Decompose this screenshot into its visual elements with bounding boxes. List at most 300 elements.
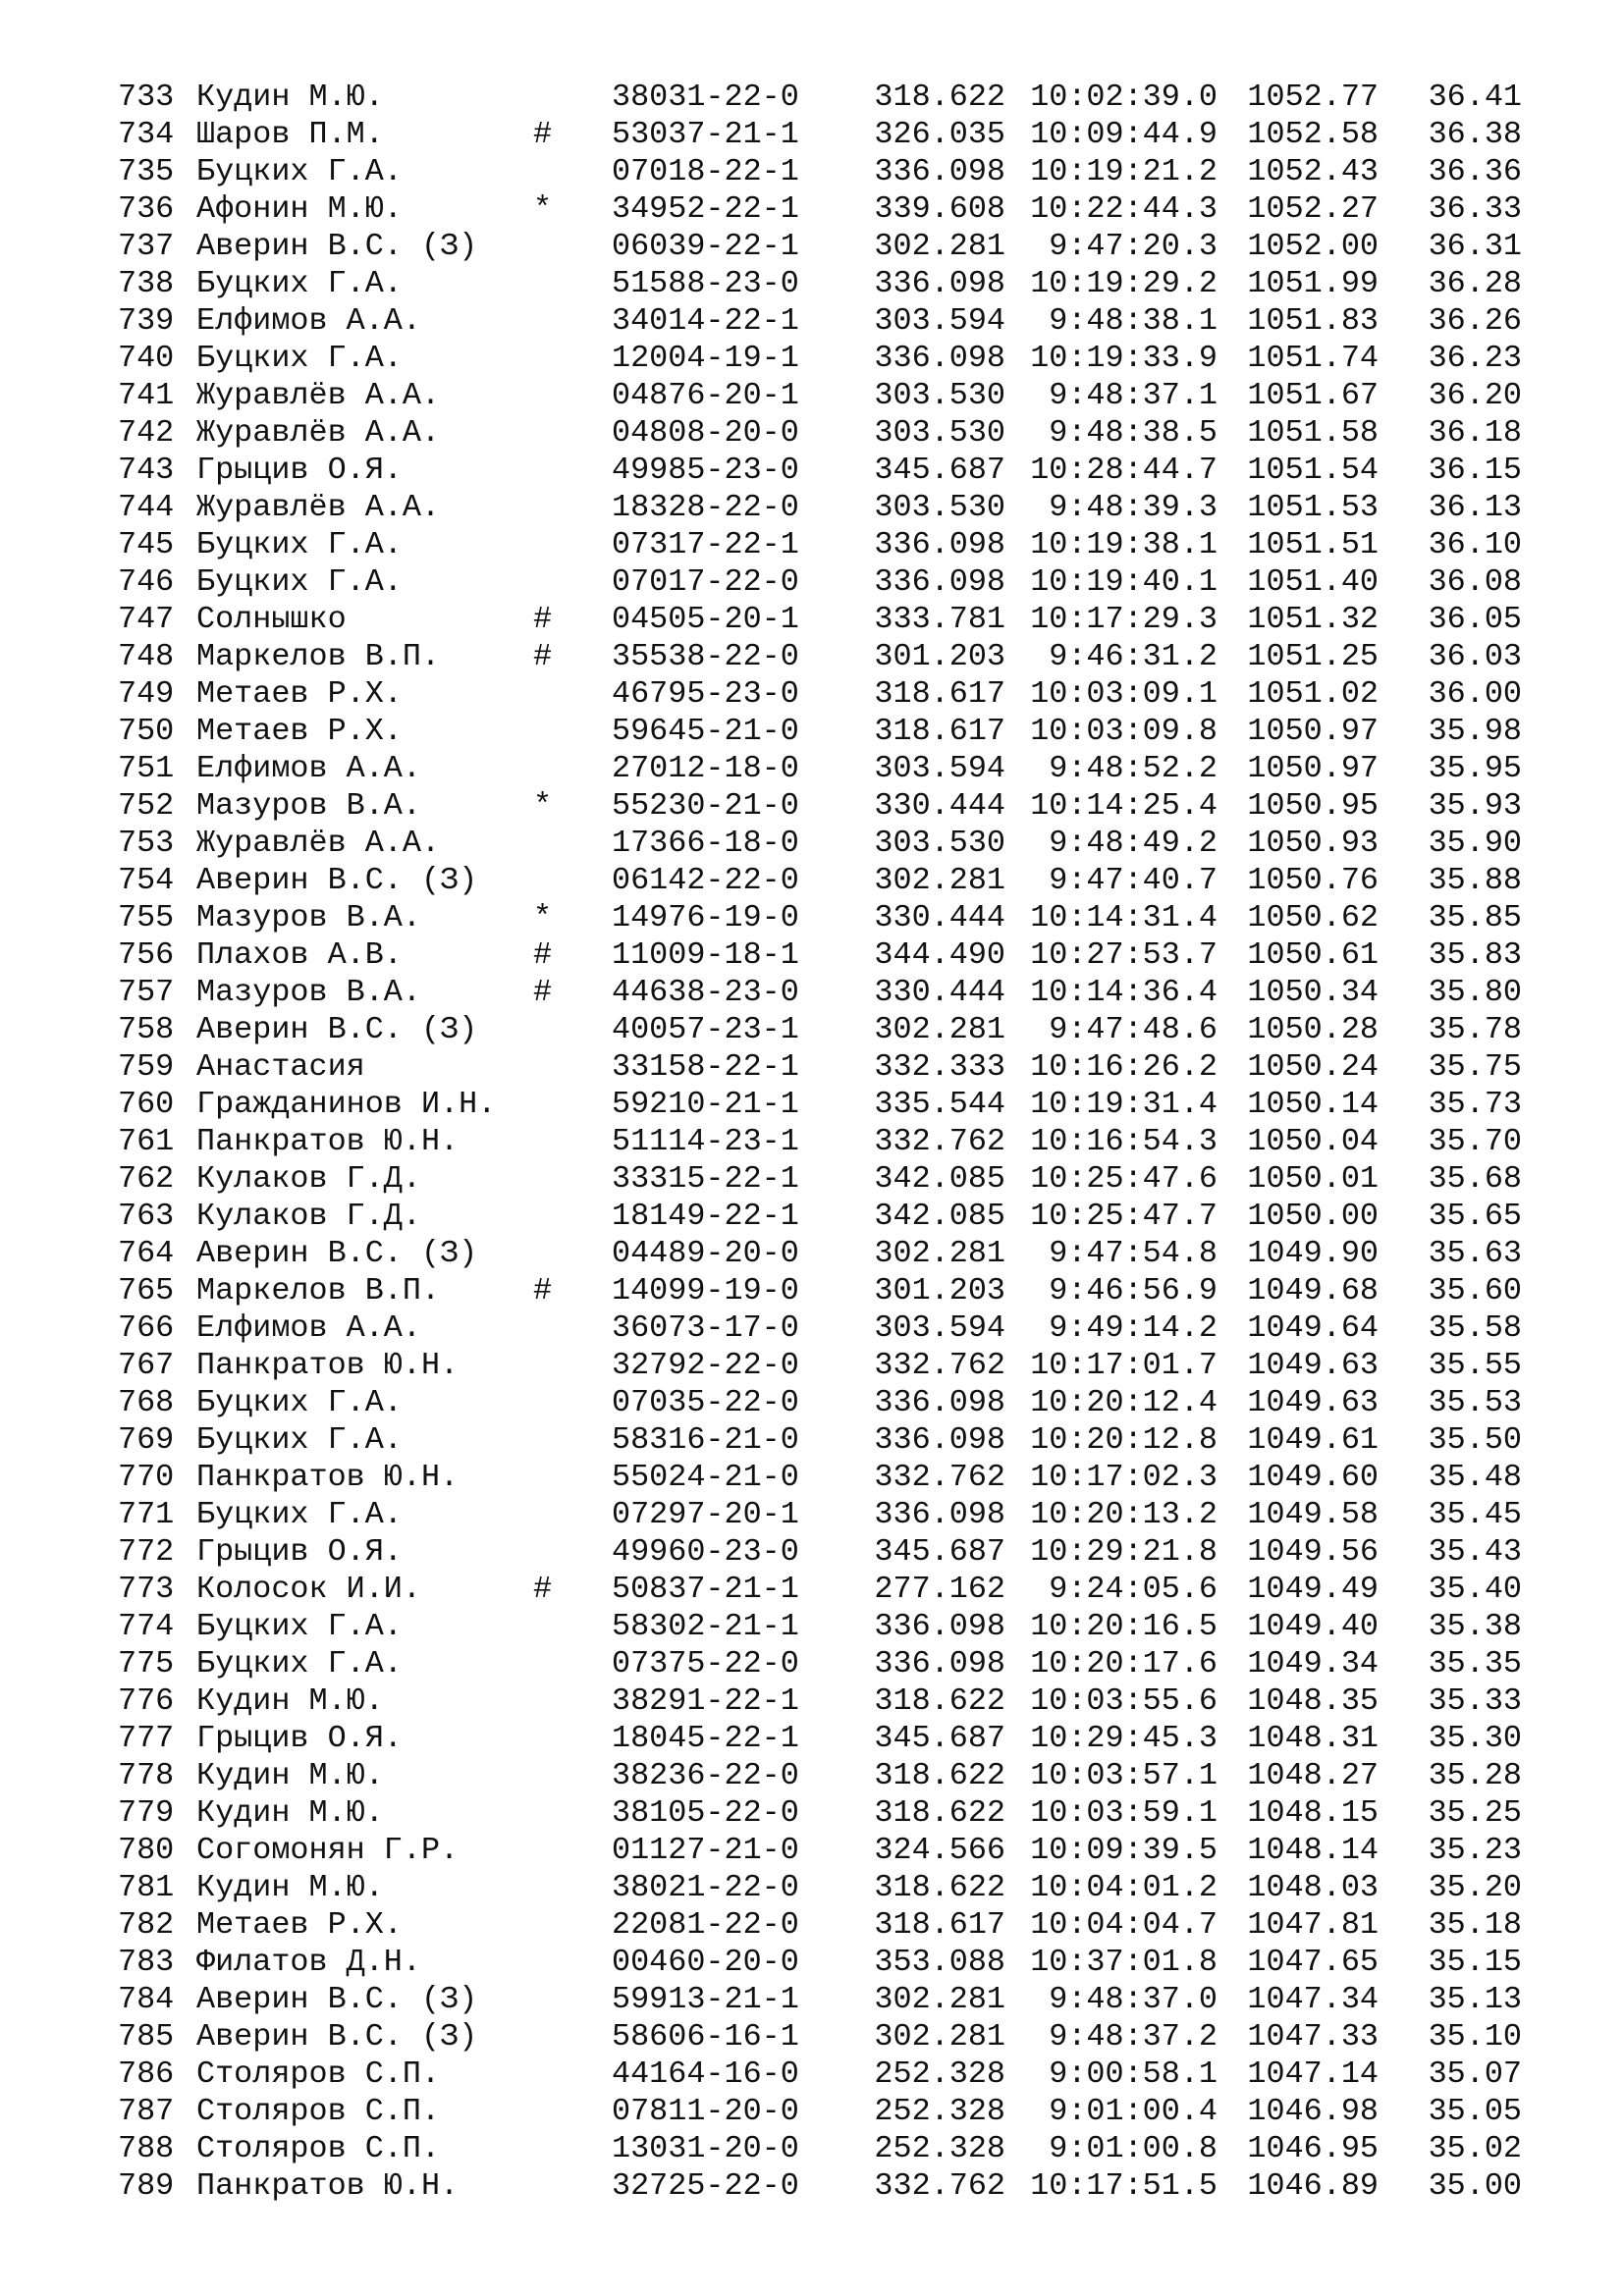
points-cell: 36.13 bbox=[1428, 490, 1522, 525]
ring-number-cell: 58606-16-1 bbox=[612, 2019, 799, 2055]
name-cell: Панкратов Ю.Н. bbox=[196, 1124, 460, 1159]
points-cell: 35.40 bbox=[1428, 1572, 1522, 1607]
points-cell: 36.36 bbox=[1428, 154, 1522, 189]
points-cell: 36.08 bbox=[1428, 564, 1522, 600]
place-cell: 756 bbox=[118, 937, 175, 973]
name-cell: Кулаков Г.Д. bbox=[196, 1161, 421, 1197]
name-cell: Панкратов Ю.Н. bbox=[196, 1460, 460, 1495]
distance-cell: 326.035 bbox=[874, 117, 1005, 152]
place-cell: 764 bbox=[118, 1236, 175, 1271]
arrival-time-cell: 9:47:20.3 bbox=[1049, 229, 1218, 264]
distance-cell: 303.594 bbox=[874, 1310, 1005, 1346]
place-cell: 769 bbox=[118, 1422, 175, 1458]
arrival-time-cell: 10:29:21.8 bbox=[1030, 1534, 1218, 1570]
ring-number-cell: 27012-18-0 bbox=[612, 751, 799, 786]
ring-number-cell: 59913-21-1 bbox=[612, 1982, 799, 2017]
ring-number-cell: 07017-22-0 bbox=[612, 564, 799, 600]
place-cell: 737 bbox=[118, 229, 175, 264]
distance-cell: 318.622 bbox=[874, 1795, 1005, 1831]
name-cell: Столяров С.П. bbox=[196, 2094, 441, 2129]
name-cell: Маркелов В.П. bbox=[196, 1273, 441, 1308]
ring-number-cell: 35538-22-0 bbox=[612, 639, 799, 674]
speed-cell: 1049.56 bbox=[1247, 1534, 1379, 1570]
speed-cell: 1048.35 bbox=[1247, 1683, 1379, 1719]
arrival-time-cell: 10:17:02.3 bbox=[1030, 1460, 1218, 1495]
points-cell: 35.90 bbox=[1428, 826, 1522, 861]
name-cell: Кудин М.Ю. bbox=[196, 80, 384, 115]
arrival-time-cell: 10:03:59.1 bbox=[1030, 1795, 1218, 1831]
distance-cell: 302.281 bbox=[874, 1982, 1005, 2017]
distance-cell: 336.098 bbox=[874, 1385, 1005, 1420]
place-cell: 780 bbox=[118, 1833, 175, 1868]
place-cell: 757 bbox=[118, 975, 175, 1010]
ring-number-cell: 44164-16-0 bbox=[612, 2056, 799, 2092]
speed-cell: 1049.63 bbox=[1247, 1385, 1379, 1420]
ring-number-cell: 04505-20-1 bbox=[612, 602, 799, 637]
place-cell: 751 bbox=[118, 751, 175, 786]
mark-cell: # bbox=[533, 1572, 553, 1607]
speed-cell: 1049.60 bbox=[1247, 1460, 1379, 1495]
arrival-time-cell: 9:48:38.1 bbox=[1049, 303, 1218, 339]
points-cell: 35.85 bbox=[1428, 900, 1522, 935]
speed-cell: 1048.15 bbox=[1247, 1795, 1379, 1831]
place-cell: 754 bbox=[118, 863, 175, 898]
place-cell: 742 bbox=[118, 415, 175, 451]
ring-number-cell: 33315-22-1 bbox=[612, 1161, 799, 1197]
name-cell: Столяров С.П. bbox=[196, 2131, 441, 2166]
points-cell: 35.65 bbox=[1428, 1199, 1522, 1234]
name-cell: Буцких Г.А. bbox=[196, 564, 403, 600]
place-cell: 738 bbox=[118, 266, 175, 301]
ring-number-cell: 58316-21-0 bbox=[612, 1422, 799, 1458]
distance-cell: 332.762 bbox=[874, 2168, 1005, 2204]
name-cell: Буцких Г.А. bbox=[196, 154, 403, 189]
speed-cell: 1051.40 bbox=[1247, 564, 1379, 600]
points-cell: 35.58 bbox=[1428, 1310, 1522, 1346]
distance-cell: 303.530 bbox=[874, 826, 1005, 861]
place-cell: 761 bbox=[118, 1124, 175, 1159]
distance-cell: 302.281 bbox=[874, 229, 1005, 264]
distance-cell: 303.594 bbox=[874, 303, 1005, 339]
mark-cell: * bbox=[533, 788, 553, 824]
arrival-time-cell: 10:02:39.0 bbox=[1030, 80, 1218, 115]
place-cell: 783 bbox=[118, 1945, 175, 1980]
name-cell: Буцких Г.А. bbox=[196, 1646, 403, 1682]
place-cell: 733 bbox=[118, 80, 175, 115]
ring-number-cell: 33158-22-1 bbox=[612, 1049, 799, 1085]
distance-cell: 302.281 bbox=[874, 1236, 1005, 1271]
points-cell: 35.18 bbox=[1428, 1907, 1522, 1943]
speed-cell: 1049.61 bbox=[1247, 1422, 1379, 1458]
points-cell: 35.20 bbox=[1428, 1870, 1522, 1905]
arrival-time-cell: 10:19:29.2 bbox=[1030, 266, 1218, 301]
arrival-time-cell: 10:14:36.4 bbox=[1030, 975, 1218, 1010]
ring-number-cell: 07811-20-0 bbox=[612, 2094, 799, 2129]
name-cell: Грыцив О.Я. bbox=[196, 1534, 403, 1570]
name-cell: Грыцив О.Я. bbox=[196, 453, 403, 488]
name-cell: Журавлёв А.А. bbox=[196, 826, 441, 861]
arrival-time-cell: 9:49:14.2 bbox=[1049, 1310, 1218, 1346]
arrival-time-cell: 9:00:58.1 bbox=[1049, 2056, 1218, 2092]
name-cell: Кудин М.Ю. bbox=[196, 1870, 384, 1905]
speed-cell: 1047.34 bbox=[1247, 1982, 1379, 2017]
points-cell: 35.68 bbox=[1428, 1161, 1522, 1197]
name-cell: Кудин М.Ю. bbox=[196, 1683, 384, 1719]
ring-number-cell: 40057-23-1 bbox=[612, 1012, 799, 1047]
ring-number-cell: 55230-21-0 bbox=[612, 788, 799, 824]
speed-cell: 1050.34 bbox=[1247, 975, 1379, 1010]
speed-cell: 1051.53 bbox=[1247, 490, 1379, 525]
arrival-time-cell: 9:48:38.5 bbox=[1049, 415, 1218, 451]
place-cell: 755 bbox=[118, 900, 175, 935]
speed-cell: 1050.62 bbox=[1247, 900, 1379, 935]
distance-cell: 318.622 bbox=[874, 1758, 1005, 1793]
name-cell: Кудин М.Ю. bbox=[196, 1795, 384, 1831]
speed-cell: 1052.00 bbox=[1247, 229, 1379, 264]
ring-number-cell: 53037-21-1 bbox=[612, 117, 799, 152]
name-cell: Панкратов Ю.Н. bbox=[196, 1348, 460, 1383]
distance-cell: 342.085 bbox=[874, 1199, 1005, 1234]
place-cell: 743 bbox=[118, 453, 175, 488]
name-cell: Елфимов А.А. bbox=[196, 751, 421, 786]
speed-cell: 1051.74 bbox=[1247, 341, 1379, 376]
ring-number-cell: 18149-22-1 bbox=[612, 1199, 799, 1234]
arrival-time-cell: 10:09:39.5 bbox=[1030, 1833, 1218, 1868]
ring-number-cell: 34014-22-1 bbox=[612, 303, 799, 339]
distance-cell: 302.281 bbox=[874, 863, 1005, 898]
place-cell: 739 bbox=[118, 303, 175, 339]
speed-cell: 1050.97 bbox=[1247, 714, 1379, 749]
arrival-time-cell: 10:03:55.6 bbox=[1030, 1683, 1218, 1719]
arrival-time-cell: 10:19:38.1 bbox=[1030, 527, 1218, 562]
ring-number-cell: 07035-22-0 bbox=[612, 1385, 799, 1420]
distance-cell: 335.544 bbox=[874, 1087, 1005, 1122]
speed-cell: 1051.51 bbox=[1247, 527, 1379, 562]
place-cell: 745 bbox=[118, 527, 175, 562]
arrival-time-cell: 10:03:09.8 bbox=[1030, 714, 1218, 749]
distance-cell: 336.098 bbox=[874, 1497, 1005, 1532]
points-cell: 35.45 bbox=[1428, 1497, 1522, 1532]
name-cell: Колосок И.И. bbox=[196, 1572, 421, 1607]
ring-number-cell: 38291-22-1 bbox=[612, 1683, 799, 1719]
points-cell: 35.33 bbox=[1428, 1683, 1522, 1719]
name-cell: Панкратов Ю.Н. bbox=[196, 2168, 460, 2204]
name-cell: Аверин В.С. (З) bbox=[196, 1982, 478, 2017]
name-cell: Кулаков Г.Д. bbox=[196, 1199, 421, 1234]
place-cell: 758 bbox=[118, 1012, 175, 1047]
name-cell: Буцких Г.А. bbox=[196, 1609, 403, 1644]
distance-cell: 336.098 bbox=[874, 1646, 1005, 1682]
ring-number-cell: 14976-19-0 bbox=[612, 900, 799, 935]
name-cell: Елфимов А.А. bbox=[196, 303, 421, 339]
arrival-time-cell: 9:48:52.2 bbox=[1049, 751, 1218, 786]
speed-cell: 1050.97 bbox=[1247, 751, 1379, 786]
points-cell: 35.05 bbox=[1428, 2094, 1522, 2129]
place-cell: 782 bbox=[118, 1907, 175, 1943]
ring-number-cell: 46795-23-0 bbox=[612, 676, 799, 712]
distance-cell: 333.781 bbox=[874, 602, 1005, 637]
place-cell: 749 bbox=[118, 676, 175, 712]
arrival-time-cell: 10:19:21.2 bbox=[1030, 154, 1218, 189]
ring-number-cell: 36073-17-0 bbox=[612, 1310, 799, 1346]
speed-cell: 1049.40 bbox=[1247, 1609, 1379, 1644]
place-cell: 787 bbox=[118, 2094, 175, 2129]
name-cell: Согомонян Г.Р. bbox=[196, 1833, 460, 1868]
speed-cell: 1050.00 bbox=[1247, 1199, 1379, 1234]
speed-cell: 1048.14 bbox=[1247, 1833, 1379, 1868]
place-cell: 735 bbox=[118, 154, 175, 189]
points-cell: 35.43 bbox=[1428, 1534, 1522, 1570]
distance-cell: 353.088 bbox=[874, 1945, 1005, 1980]
distance-cell: 336.098 bbox=[874, 341, 1005, 376]
arrival-time-cell: 10:19:33.9 bbox=[1030, 341, 1218, 376]
ring-number-cell: 00460-20-0 bbox=[612, 1945, 799, 1980]
ring-number-cell: 04876-20-1 bbox=[612, 378, 799, 413]
points-cell: 35.55 bbox=[1428, 1348, 1522, 1383]
arrival-time-cell: 10:16:26.2 bbox=[1030, 1049, 1218, 1085]
place-cell: 768 bbox=[118, 1385, 175, 1420]
ring-number-cell: 13031-20-0 bbox=[612, 2131, 799, 2166]
place-cell: 774 bbox=[118, 1609, 175, 1644]
speed-cell: 1049.34 bbox=[1247, 1646, 1379, 1682]
ring-number-cell: 38236-22-0 bbox=[612, 1758, 799, 1793]
points-cell: 35.93 bbox=[1428, 788, 1522, 824]
points-cell: 35.70 bbox=[1428, 1124, 1522, 1159]
points-cell: 35.98 bbox=[1428, 714, 1522, 749]
arrival-time-cell: 10:09:44.9 bbox=[1030, 117, 1218, 152]
place-cell: 744 bbox=[118, 490, 175, 525]
place-cell: 770 bbox=[118, 1460, 175, 1495]
place-cell: 760 bbox=[118, 1087, 175, 1122]
arrival-time-cell: 9:48:37.2 bbox=[1049, 2019, 1218, 2055]
name-cell: Буцких Г.А. bbox=[196, 1422, 403, 1458]
place-cell: 750 bbox=[118, 714, 175, 749]
ring-number-cell: 44638-23-0 bbox=[612, 975, 799, 1010]
points-cell: 36.41 bbox=[1428, 80, 1522, 115]
speed-cell: 1047.33 bbox=[1247, 2019, 1379, 2055]
distance-cell: 318.617 bbox=[874, 714, 1005, 749]
arrival-time-cell: 10:03:57.1 bbox=[1030, 1758, 1218, 1793]
mark-cell: # bbox=[533, 975, 553, 1010]
arrival-time-cell: 10:14:25.4 bbox=[1030, 788, 1218, 824]
name-cell: Мазуров В.А. bbox=[196, 788, 421, 824]
place-cell: 740 bbox=[118, 341, 175, 376]
arrival-time-cell: 9:47:40.7 bbox=[1049, 863, 1218, 898]
arrival-time-cell: 9:48:49.2 bbox=[1049, 826, 1218, 861]
place-cell: 746 bbox=[118, 564, 175, 600]
mark-cell: # bbox=[533, 117, 553, 152]
place-cell: 766 bbox=[118, 1310, 175, 1346]
name-cell: Мазуров В.А. bbox=[196, 900, 421, 935]
name-cell: Солнышко bbox=[196, 602, 347, 637]
arrival-time-cell: 10:04:04.7 bbox=[1030, 1907, 1218, 1943]
distance-cell: 336.098 bbox=[874, 154, 1005, 189]
distance-cell: 342.085 bbox=[874, 1161, 1005, 1197]
speed-cell: 1047.65 bbox=[1247, 1945, 1379, 1980]
points-cell: 35.48 bbox=[1428, 1460, 1522, 1495]
points-cell: 35.28 bbox=[1428, 1758, 1522, 1793]
place-cell: 776 bbox=[118, 1683, 175, 1719]
points-cell: 36.18 bbox=[1428, 415, 1522, 451]
ring-number-cell: 49985-23-0 bbox=[612, 453, 799, 488]
arrival-time-cell: 10:20:13.2 bbox=[1030, 1497, 1218, 1532]
ring-number-cell: 11009-18-1 bbox=[612, 937, 799, 973]
place-cell: 759 bbox=[118, 1049, 175, 1085]
name-cell: Буцких Г.А. bbox=[196, 266, 403, 301]
speed-cell: 1048.31 bbox=[1247, 1721, 1379, 1756]
speed-cell: 1050.61 bbox=[1247, 937, 1379, 973]
name-cell: Плахов А.В. bbox=[196, 937, 403, 973]
speed-cell: 1050.14 bbox=[1247, 1087, 1379, 1122]
arrival-time-cell: 10:20:12.8 bbox=[1030, 1422, 1218, 1458]
ring-number-cell: 59645-21-0 bbox=[612, 714, 799, 749]
points-cell: 36.05 bbox=[1428, 602, 1522, 637]
ring-number-cell: 17366-18-0 bbox=[612, 826, 799, 861]
distance-cell: 332.762 bbox=[874, 1124, 1005, 1159]
place-cell: 736 bbox=[118, 191, 175, 227]
speed-cell: 1050.01 bbox=[1247, 1161, 1379, 1197]
ring-number-cell: 55024-21-0 bbox=[612, 1460, 799, 1495]
points-cell: 35.50 bbox=[1428, 1422, 1522, 1458]
place-cell: 767 bbox=[118, 1348, 175, 1383]
speed-cell: 1051.25 bbox=[1247, 639, 1379, 674]
name-cell: Буцких Г.А. bbox=[196, 1497, 403, 1532]
arrival-time-cell: 9:48:39.3 bbox=[1049, 490, 1218, 525]
ring-number-cell: 06039-22-1 bbox=[612, 229, 799, 264]
distance-cell: 318.617 bbox=[874, 1907, 1005, 1943]
arrival-time-cell: 10:17:01.7 bbox=[1030, 1348, 1218, 1383]
points-cell: 35.73 bbox=[1428, 1087, 1522, 1122]
distance-cell: 336.098 bbox=[874, 1609, 1005, 1644]
distance-cell: 303.530 bbox=[874, 378, 1005, 413]
ring-number-cell: 07317-22-1 bbox=[612, 527, 799, 562]
points-cell: 36.31 bbox=[1428, 229, 1522, 264]
ring-number-cell: 51588-23-0 bbox=[612, 266, 799, 301]
speed-cell: 1050.95 bbox=[1247, 788, 1379, 824]
points-cell: 36.38 bbox=[1428, 117, 1522, 152]
ring-number-cell: 38105-22-0 bbox=[612, 1795, 799, 1831]
points-cell: 35.53 bbox=[1428, 1385, 1522, 1420]
ring-number-cell: 06142-22-0 bbox=[612, 863, 799, 898]
name-cell: Аверин В.С. (З) bbox=[196, 1012, 478, 1047]
arrival-time-cell: 10:19:40.1 bbox=[1030, 564, 1218, 600]
name-cell: Столяров С.П. bbox=[196, 2056, 441, 2092]
speed-cell: 1049.64 bbox=[1247, 1310, 1379, 1346]
name-cell: Аверин В.С. (З) bbox=[196, 1236, 478, 1271]
speed-cell: 1049.90 bbox=[1247, 1236, 1379, 1271]
mark-cell: # bbox=[533, 937, 553, 973]
distance-cell: 330.444 bbox=[874, 900, 1005, 935]
arrival-time-cell: 10:20:17.6 bbox=[1030, 1646, 1218, 1682]
name-cell: Журавлёв А.А. bbox=[196, 490, 441, 525]
place-cell: 785 bbox=[118, 2019, 175, 2055]
ring-number-cell: 34952-22-1 bbox=[612, 191, 799, 227]
points-cell: 35.02 bbox=[1428, 2131, 1522, 2166]
distance-cell: 301.203 bbox=[874, 1273, 1005, 1308]
speed-cell: 1051.32 bbox=[1247, 602, 1379, 637]
ring-number-cell: 59210-21-1 bbox=[612, 1087, 799, 1122]
place-cell: 772 bbox=[118, 1534, 175, 1570]
ring-number-cell: 18045-22-1 bbox=[612, 1721, 799, 1756]
place-cell: 781 bbox=[118, 1870, 175, 1905]
ring-number-cell: 58302-21-1 bbox=[612, 1609, 799, 1644]
name-cell: Шаров П.М. bbox=[196, 117, 384, 152]
points-cell: 35.75 bbox=[1428, 1049, 1522, 1085]
points-cell: 36.00 bbox=[1428, 676, 1522, 712]
arrival-time-cell: 10:29:45.3 bbox=[1030, 1721, 1218, 1756]
arrival-time-cell: 10:37:01.8 bbox=[1030, 1945, 1218, 1980]
arrival-time-cell: 10:20:12.4 bbox=[1030, 1385, 1218, 1420]
place-cell: 741 bbox=[118, 378, 175, 413]
points-cell: 36.15 bbox=[1428, 453, 1522, 488]
place-cell: 734 bbox=[118, 117, 175, 152]
speed-cell: 1049.58 bbox=[1247, 1497, 1379, 1532]
points-cell: 36.10 bbox=[1428, 527, 1522, 562]
ring-number-cell: 49960-23-0 bbox=[612, 1534, 799, 1570]
place-cell: 784 bbox=[118, 1982, 175, 2017]
arrival-time-cell: 9:24:05.6 bbox=[1049, 1572, 1218, 1607]
distance-cell: 252.328 bbox=[874, 2056, 1005, 2092]
points-cell: 35.15 bbox=[1428, 1945, 1522, 1980]
name-cell: Буцких Г.А. bbox=[196, 1385, 403, 1420]
arrival-time-cell: 10:17:29.3 bbox=[1030, 602, 1218, 637]
ring-number-cell: 38021-22-0 bbox=[612, 1870, 799, 1905]
speed-cell: 1046.95 bbox=[1247, 2131, 1379, 2166]
points-cell: 35.60 bbox=[1428, 1273, 1522, 1308]
speed-cell: 1051.58 bbox=[1247, 415, 1379, 451]
distance-cell: 344.490 bbox=[874, 937, 1005, 973]
speed-cell: 1051.83 bbox=[1247, 303, 1379, 339]
ring-number-cell: 32725-22-0 bbox=[612, 2168, 799, 2204]
arrival-time-cell: 9:47:48.6 bbox=[1049, 1012, 1218, 1047]
points-cell: 35.07 bbox=[1428, 2056, 1522, 2092]
name-cell: Афонин М.Ю. bbox=[196, 191, 403, 227]
distance-cell: 332.762 bbox=[874, 1460, 1005, 1495]
name-cell: Буцких Г.А. bbox=[196, 527, 403, 562]
arrival-time-cell: 9:48:37.1 bbox=[1049, 378, 1218, 413]
speed-cell: 1050.76 bbox=[1247, 863, 1379, 898]
place-cell: 771 bbox=[118, 1497, 175, 1532]
ring-number-cell: 07297-20-1 bbox=[612, 1497, 799, 1532]
place-cell: 775 bbox=[118, 1646, 175, 1682]
speed-cell: 1051.54 bbox=[1247, 453, 1379, 488]
name-cell: Буцких Г.А. bbox=[196, 341, 403, 376]
points-cell: 35.38 bbox=[1428, 1609, 1522, 1644]
points-cell: 35.95 bbox=[1428, 751, 1522, 786]
speed-cell: 1050.24 bbox=[1247, 1049, 1379, 1085]
speed-cell: 1046.98 bbox=[1247, 2094, 1379, 2129]
arrival-time-cell: 9:01:00.8 bbox=[1049, 2131, 1218, 2166]
place-cell: 748 bbox=[118, 639, 175, 674]
distance-cell: 301.203 bbox=[874, 639, 1005, 674]
mark-cell: # bbox=[533, 1273, 553, 1308]
place-cell: 765 bbox=[118, 1273, 175, 1308]
distance-cell: 332.333 bbox=[874, 1049, 1005, 1085]
arrival-time-cell: 9:46:56.9 bbox=[1049, 1273, 1218, 1308]
distance-cell: 330.444 bbox=[874, 975, 1005, 1010]
speed-cell: 1047.14 bbox=[1247, 2056, 1379, 2092]
distance-cell: 336.098 bbox=[874, 266, 1005, 301]
points-cell: 36.03 bbox=[1428, 639, 1522, 674]
distance-cell: 324.566 bbox=[874, 1833, 1005, 1868]
speed-cell: 1049.63 bbox=[1247, 1348, 1379, 1383]
arrival-time-cell: 9:01:00.4 bbox=[1049, 2094, 1218, 2129]
distance-cell: 336.098 bbox=[874, 1422, 1005, 1458]
ring-number-cell: 07375-22-0 bbox=[612, 1646, 799, 1682]
ring-number-cell: 04808-20-0 bbox=[612, 415, 799, 451]
arrival-time-cell: 10:03:09.1 bbox=[1030, 676, 1218, 712]
ring-number-cell: 18328-22-0 bbox=[612, 490, 799, 525]
